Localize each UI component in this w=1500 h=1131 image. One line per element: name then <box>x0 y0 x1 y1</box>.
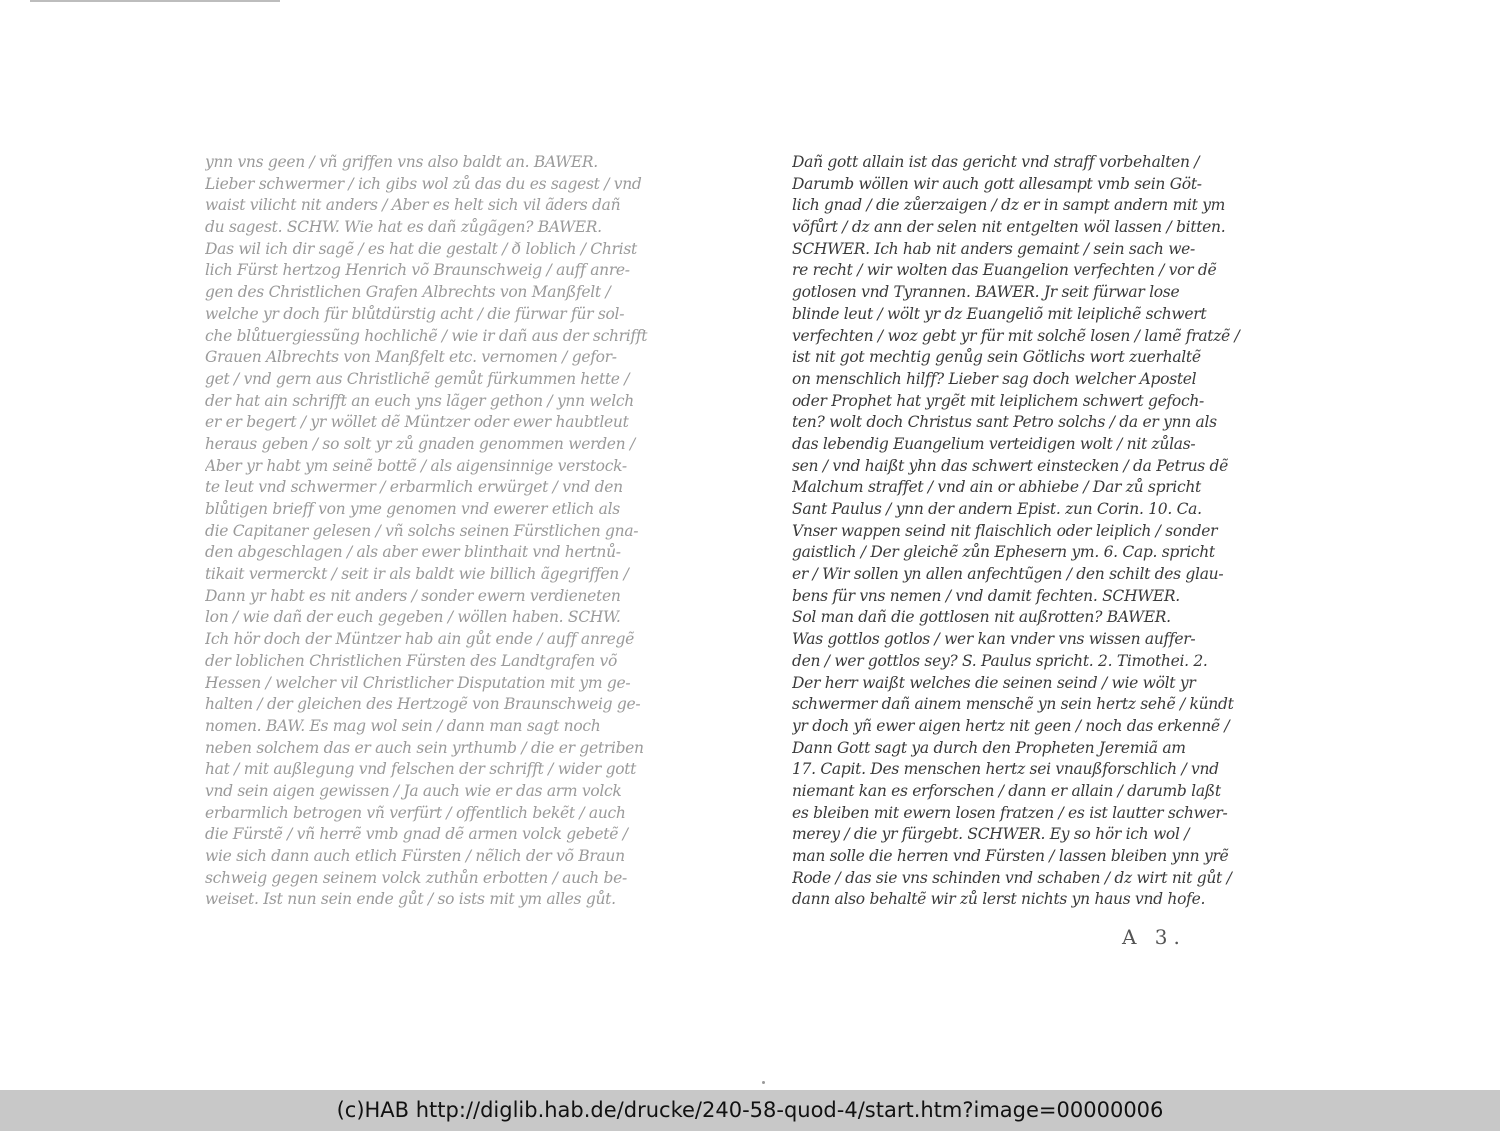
left-page-line: lon / wie dañ der euch gegeben / wöllen haben. SCHW. <box>205 608 621 627</box>
right-page-line: niemant kan es erforschen / dann er allain / darumb laßt <box>792 781 1221 800</box>
left-page-line: er er begert / yr wöllet dẽ Müntzer oder ewer haubtleut <box>205 413 629 432</box>
left-page-line: tikait vermerckt / seit ir als baldt wie billich ãgegriffen / <box>205 565 629 584</box>
left-page-line: te leut vnd schwermer / erbarmlich erwürget / vnd den <box>205 478 623 497</box>
right-page-text <box>792 152 1264 911</box>
left-page-line: Lieber schwermer / ich gibs wol zů das du es sagest / vnd <box>205 174 642 193</box>
right-page-line: gaistlich / Der gleichẽ zůn Ephesern ym. 6. Cap. spricht <box>792 543 1215 562</box>
left-page-line: wie sich dann auch etlich Fürsten / nẽlich der võ Braun <box>205 847 625 865</box>
right-page-line: blinde leut / wölt yr dz Euangeliõ mit leiplichẽ schwert <box>792 304 1207 323</box>
right-page-line: Dañ gott allain ist das gericht vnd straff vorbehalten / <box>792 153 1200 171</box>
left-page-line: heraus geben / so solt yr zů gnaden genommen werden / <box>205 434 635 453</box>
right-page-line: er / Wir sollen yn allen anfechtũgen / den schilt des glau- <box>792 565 1224 584</box>
left-page-line: Ich hör doch der Müntzer hab ain gůt ende / auff anregẽ <box>205 630 634 649</box>
left-page-line: welche yr doch für blůtdürstig acht / die fürwar für sol- <box>205 304 625 323</box>
right-page-line: on menschlich hilff? Lieber sag doch welcher Apostel <box>792 369 1197 388</box>
left-page-line: du sagest. SCHW. Wie hat es dañ zůgãgen? BAWER. <box>205 218 602 237</box>
left-page-line: vnd sein aigen gewissen / Ja auch wie er das arm volck <box>205 781 622 800</box>
right-page-line: dann also behaltẽ wir zů lerst nichts yn haus vnd hofe. <box>792 890 1206 909</box>
right-page-line: yr doch yñ ewer aigen hertz nit geen / noch das erkennẽ / <box>792 716 1230 735</box>
right-page-line: 17. Capit. Des menschen hertz sei vnaußforschlich / vnd <box>792 760 1219 779</box>
right-page-line: SCHWER. Ich hab nit anders gemaint / sein sach we- <box>792 239 1195 258</box>
right-page-line: Sol man dañ die gottlosen nit außrotten? BAWER. <box>792 608 1171 627</box>
left-page-line: get / vnd gern aus Christlichẽ gemůt fürkummen hette / <box>205 369 630 388</box>
right-page-line: man solle die herren vnd Fürsten / lassen bleiben ynn yrẽ <box>792 847 1229 865</box>
scan-speck <box>762 1081 765 1084</box>
right-page-line: ist nit got mechtig genůg sein Götlichs wort zuerhaltẽ <box>792 348 1201 367</box>
left-page-line: nomen. BAW. Es mag wol sein / dann man sagt noch <box>205 716 601 735</box>
right-page-line: sen / vnd haißt yhn das schwert einstecken / da Petrus dẽ <box>792 456 1229 475</box>
right-page-line: Darumb wöllen wir auch gott allesampt vmb sein Göt- <box>792 174 1202 193</box>
right-page-line: re recht / wir wolten das Euangelion verfechten / vor dẽ <box>792 261 1217 280</box>
right-page-line: oder Prophet hat yrgẽt mit leiplichem schwert gefoch- <box>792 391 1204 410</box>
left-page-line: lich Fürst hertzog Henrich võ Braunschweig / auff anre- <box>205 261 630 280</box>
left-page-line: blůtigen brieff von yme genomen vnd ewerer etlich als <box>205 500 620 518</box>
right-page-line: Der herr waißt welches die seinen seind / wie wölt yr <box>792 673 1196 692</box>
right-page-line: bens für vns nemen / vnd damit fechten. SCHWER. <box>792 586 1180 605</box>
right-page-line: võfůrt / dz ann der selen nit entgelten wöl lassen / bitten. <box>792 218 1226 237</box>
left-page-line: che blůtuergiessũng hochlichẽ / wie ir dañ aus der schrifft <box>205 326 648 345</box>
left-page-line: hat / mit außlegung vnd felschen der schrifft / wider gott <box>205 760 637 779</box>
left-page-line: Das wil ich dir sagẽ / es hat die gestalt / ð loblich / Christ <box>205 239 637 258</box>
left-page-line: ynn vns geen / vñ griffen vns also baldt an. BAWER. <box>205 153 598 171</box>
right-page-line: Sant Paulus / ynn der andern Epist. zun Corin. 10. Ca. <box>792 500 1202 518</box>
left-page-line: Hessen / welcher vil Christlicher Disputation mit ym ge- <box>205 673 631 692</box>
footer-copyright-url: (c)HAB http://diglib.hab.de/drucke/240-58-quod-4/start.htm?image=00000006 <box>0 1090 1500 1131</box>
left-page-line: erbarmlich betrogen vñ verfürt / offentlich bekẽt / auch <box>205 803 626 822</box>
left-page-line: Grauen Albrechts von Manßfelt etc. vernomen / gefor- <box>205 348 617 367</box>
right-page-line: Vnser wappen seind nit flaischlich oder leiplich / sonder <box>792 521 1218 540</box>
left-page-line: die Fürstẽ / vñ herrẽ vmb gnad dẽ armen volck gebetẽ / <box>205 825 628 844</box>
right-page-line: das lebendig Euangelium verteidigen wolt / nit zůlas- <box>792 434 1196 453</box>
right-page-line: es bleiben mit ewern losen fratzen / es ist lautter schwer- <box>792 803 1228 822</box>
right-page-line: merey / die yr fürgebt. SCHWER. Ey so hör ich wol / <box>792 825 1190 844</box>
left-page-text <box>205 152 677 911</box>
left-page-line: der loblichen Christlichen Fürsten des Landtgrafen võ <box>205 651 617 670</box>
right-page-line: Malchum straffet / vnd ain or abhiebe / Dar zů spricht <box>792 478 1201 497</box>
right-page-line: den / wer gottlos sey? S. Paulus spricht. 2. Timothei. 2. <box>792 651 1208 670</box>
top-rule <box>30 0 280 2</box>
signature-mark: A 3. <box>1122 925 1186 949</box>
right-page-line: ten? wolt doch Christus sant Petro solchs / da er ynn als <box>792 413 1217 432</box>
right-page-line: Rode / das sie vns schinden vnd schaben / dz wirt nit gůt / <box>792 868 1232 887</box>
right-page-line: verfechten / woz gebt yr für mit solchẽ losen / lamẽ fratzẽ / <box>792 326 1240 345</box>
left-page-line: gen des Christlichen Grafen Albrechts von Manßfelt / <box>205 283 611 302</box>
left-page-line: halten / der gleichen des Hertzogẽ von Braunschweig ge- <box>205 695 641 714</box>
right-page-line: gotlosen vnd Tyrannen. BAWER. Jr seit fürwar lose <box>792 283 1180 302</box>
left-page-line: Aber yr habt ym seinẽ bottẽ / als aigensinnige verstock- <box>205 456 627 475</box>
right-page-line: lich gnad / die zůerzaigen / dz er in sampt andern mit ym <box>792 196 1226 215</box>
right-page-line: Was gottlos gotlos / wer kan vnder vns wissen auffer- <box>792 630 1196 649</box>
left-page-line: neben solchem das er auch sein yrthumb / die er getriben <box>205 738 644 757</box>
left-page-line: die Capitaner gelesen / vñ solchs seinen Fürstlichen gna- <box>205 521 639 540</box>
left-page-line: der hat ain schrifft an euch yns lãger gethon / ynn welch <box>205 391 634 410</box>
left-page-line: weiset. Ist nun sein ende gůt / so ists mit ym alles gůt. <box>205 890 616 909</box>
left-page-line: waist vilicht nit anders / Aber es helt sich vil ãders dañ <box>205 196 621 215</box>
left-page-line: den abgeschlagen / als aber ewer blinthait vnd hertnů- <box>205 543 621 562</box>
left-page-line: Dann yr habt es nit anders / sonder ewern verdieneten <box>205 586 621 605</box>
right-page-line: Dann Gott sagt ya durch den Propheten Jeremiã am <box>792 738 1186 757</box>
right-page-line: schwermer dañ ainem menschẽ yn sein hertz sehẽ / kündt <box>792 695 1234 714</box>
left-page-line: schweig gegen seinem volck zuthůn erbotten / auch be- <box>205 868 627 887</box>
